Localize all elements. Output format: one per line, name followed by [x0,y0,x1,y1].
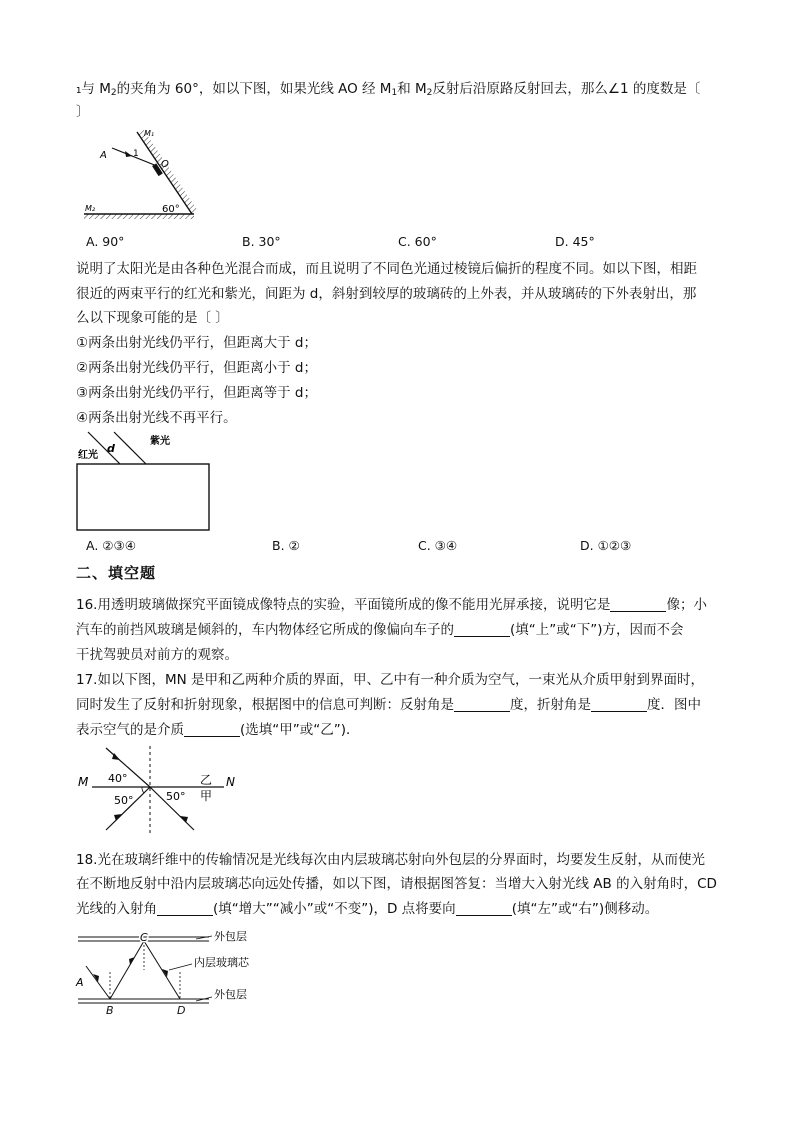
q18-label-a: A [76,976,84,989]
q17-blank-reflection[interactable] [454,697,510,712]
q15-option-a: A. ②③④ [86,538,136,553]
q14-label-a: A [100,150,107,161]
q16-line2: 汽车的前挡风玻璃是倾斜的，车内物体经它所成的像偏向车子的 (填“上”或“下”)方，因而不会 [76,622,684,638]
q15-option-b: B. ② [272,538,300,553]
section-title: 二、填空题 [76,564,157,582]
q14-label-angle: 60° [162,204,180,215]
q14-stem-line1: ₁与 $M_2$的夹角为 60°，如以下图，如果光线 AO 经 $M_1$和 $M_2$反射后沿原路反射回去，那么∠1 的度数是〔 [76,81,701,98]
q15-stem-line3: 么以下现象可能的是〔 〕 [76,310,229,326]
q17-label-50-right: 50° [166,790,186,803]
q18-label-outer-bottom: 外包层 [214,988,247,1001]
q15-glass-brick-figure [74,430,214,535]
q15-label-red: 红光 [78,450,98,461]
q15-statement-2: ②两条出射光线仍平行，但距离小于 d； [76,360,317,376]
q14-option-b: B. 30° [242,234,281,249]
q14-option-d: D. 45° [555,234,595,249]
q14-option-a: A. 90° [86,234,125,249]
q16-line3: 干扰驾驶员对前方的观察。 [76,647,238,663]
q16-blank-1[interactable] [610,597,666,612]
q15-statement-4: ④两条出射光线不再平行。 [76,410,237,426]
q16-blank-2[interactable] [454,622,510,637]
q18-blank-angle[interactable] [157,901,213,916]
q15-label-purple: 紫光 [150,436,170,447]
q18-line2: 在不断地反射中沿内层玻璃芯向远处传播，如以下图，请根据图答复：当增大入射光线 AB 的入射角时，CD [76,876,717,892]
q15-statement-1: ①两条出射光线仍平行，但距离大于 d； [76,335,317,351]
q18-line1: 18.光在玻璃纤维中的传输情况是光线每次由内层玻璃芯射向外包层的分界面时，均要发生反射，从而使光 [76,852,705,868]
q14-label-o: O [161,159,169,170]
q17-line1: 17.如以下图，MN 是甲和乙两种介质的界面，甲、乙中有一种介质为空气，一束光从介质甲射到界面时， [76,672,705,688]
q17-label-50-left: 50° [114,794,134,807]
q17-label-yi: 乙 [200,773,213,787]
q16-line1: 16.用透明玻璃做探究平面镜成像特点的实验，平面镜所成的像不能用光屏承接，说明它是 像；小 [76,597,707,613]
q18-label-c: C [140,931,148,944]
q15-stem-line1: 说明了太阳光是由各种色光混合而成，而且说明了不同色光通过棱镜后偏折的程度不同。如以下图，相距 [76,261,697,277]
q18-blank-direction[interactable] [456,901,512,916]
q17-label-m: M [78,775,89,789]
q14-label-m1: M₁ [144,129,155,138]
q17-label-n: N [226,775,235,789]
q18-label-d: D [177,1004,186,1017]
q18-line3: 光线的入射角 (填“增大”“减小”或“不变”)，D 点将要向 (填“左”或“右”)侧移动。 [76,901,659,917]
q15-option-d: D. ①②③ [580,538,632,553]
q15-label-d: d [107,442,115,455]
q15-stem-line2: 很近的两束平行的红光和紫光，间距为 d，斜射到较厚的玻璃砖的上外表，并从玻璃砖的下外表射出，那 [76,286,697,302]
q17-line3: 表示空气的是介质 (选填“甲”或“乙”)． [76,722,360,738]
q15-statement-3: ③两条出射光线仍平行，但距离等于 d； [76,385,317,401]
q14-option-c: C. 60° [398,234,437,249]
q17-blank-medium[interactable] [184,722,240,737]
q14-label-1: 1 [133,149,139,159]
q18-label-b: B [106,1004,114,1017]
q18-label-core: 内层玻璃芯 [194,956,249,969]
q17-line2: 同时发生了反射和折射现象，根据图中的信息可判断：反射角是 度，折射角是 度．图中 [76,697,701,713]
q14-mirror-figure [82,124,202,224]
q17-blank-refraction[interactable] [591,697,647,712]
q14-label-m2: M₂ [85,204,96,213]
q18-label-outer-top: 外包层 [214,930,247,943]
q14-stem-line2: 〕 [76,104,90,120]
q17-label-jia: 甲 [200,789,213,803]
q17-refraction-figure [74,742,244,837]
q18-fiber-figure [74,928,274,1020]
q17-label-40: 40° [108,772,128,785]
q15-option-c: C. ③④ [418,538,458,553]
